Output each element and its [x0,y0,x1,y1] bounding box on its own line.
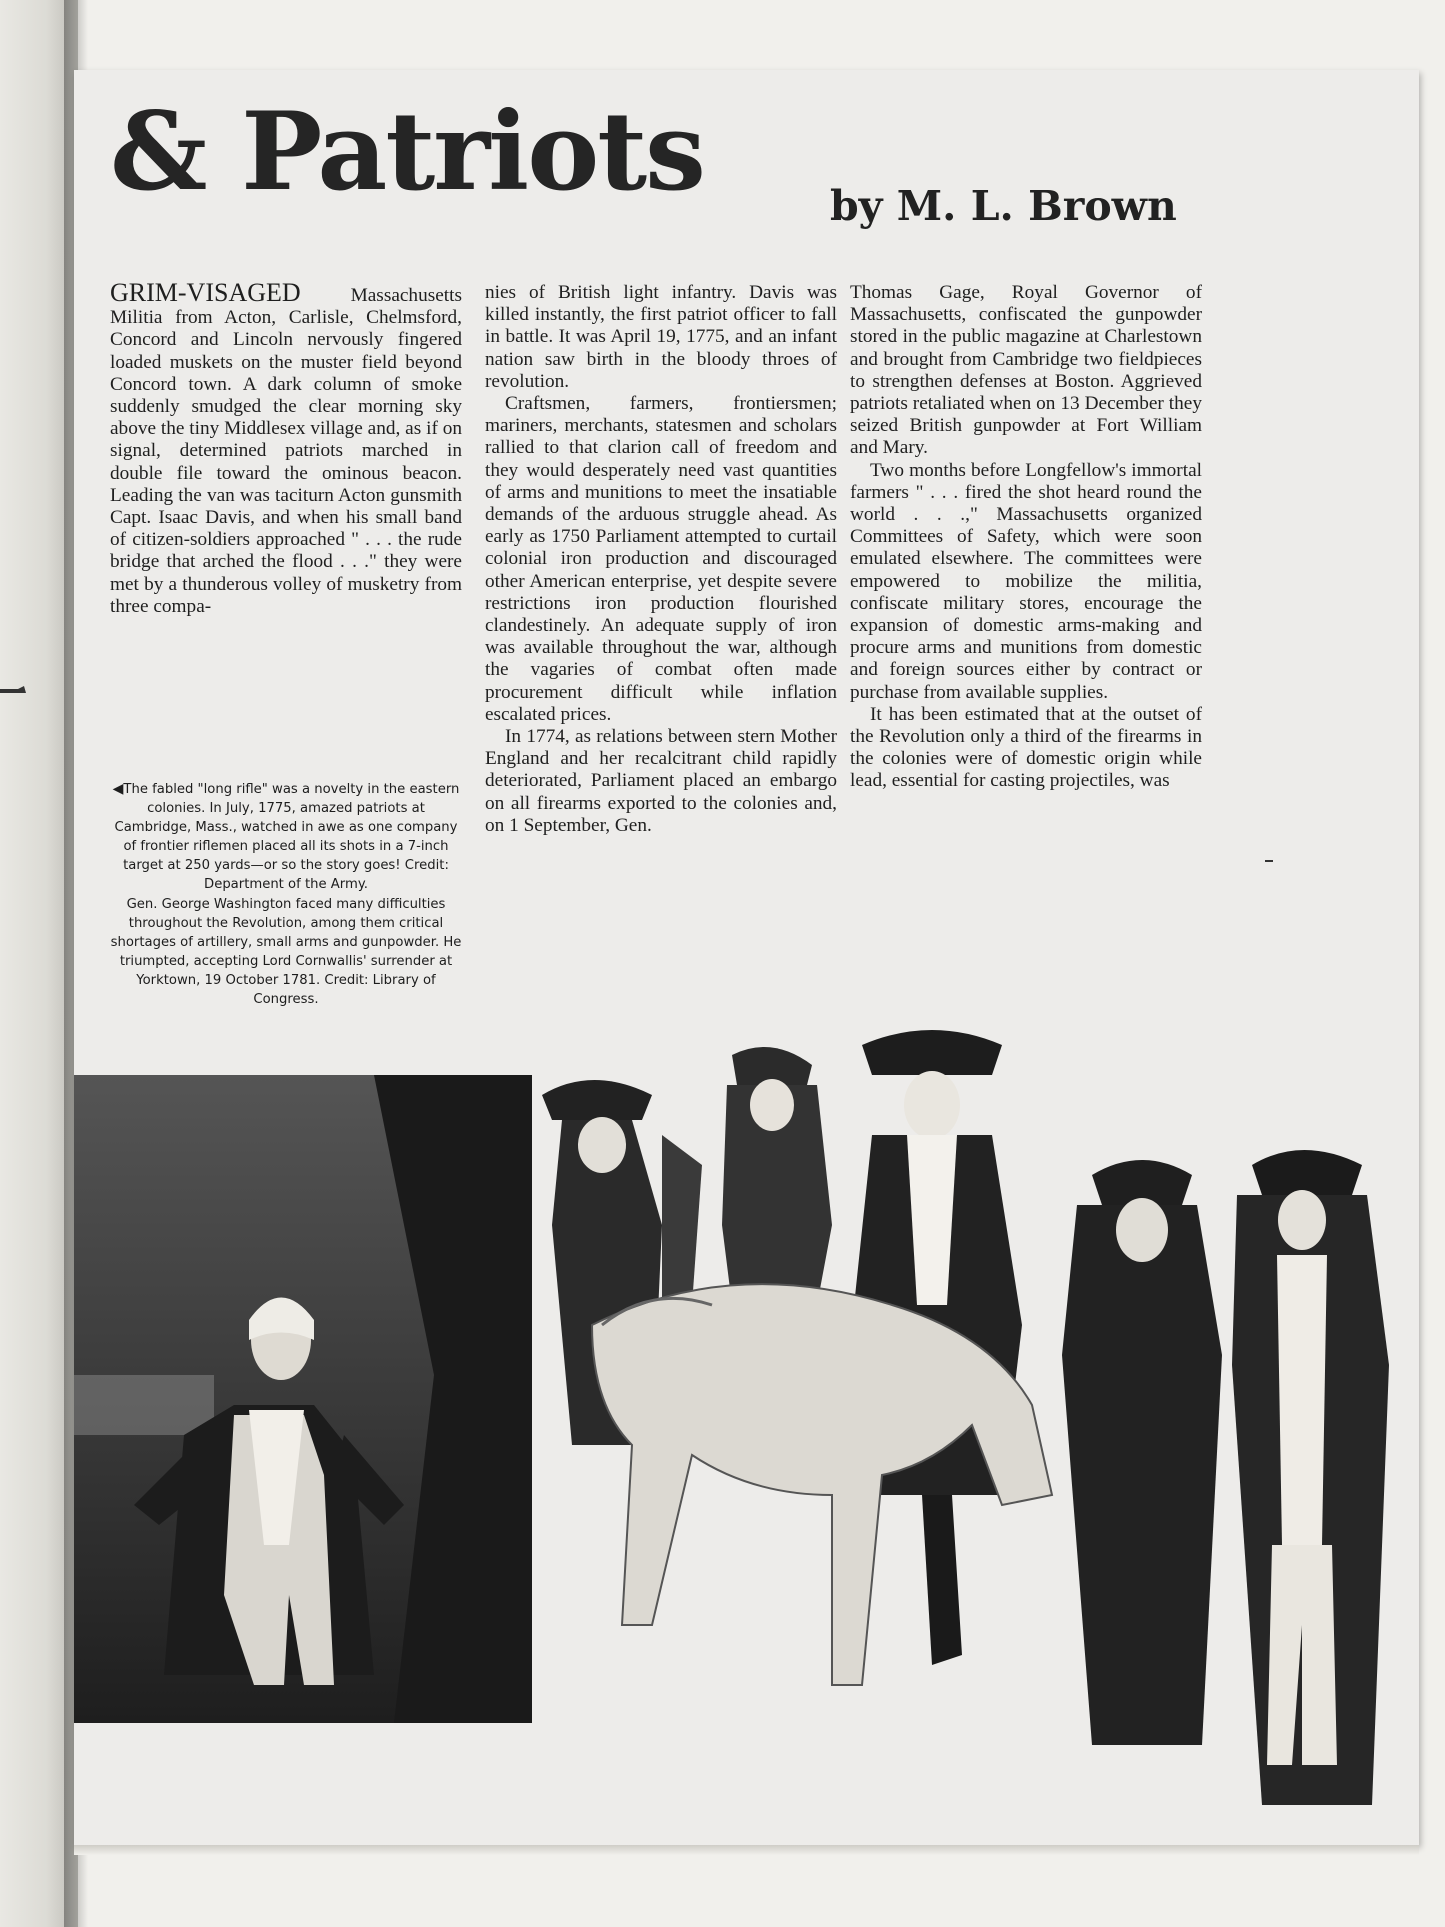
text-column-3 [850,282,1202,982]
paragraph-text: Massachusetts Militia from Acton, Carlisle, Chelmsford, Concord and Lincoln nervously fingered loaded muskets on the muster field beyond Concord town. A dark column of smoke suddenly smudged the clear morning sky above the tiny Middlesex village and, as if on signal, determined patriots marched in double file toward the ominous beacon. Leading the van was taciturn Acton gunsmith Capt. Isaac Davis, and when his small band of citizen-soldiers approached " . . . the rude bridge that arched the flood . . ." they were met by a thunderous volley of musketry from three compa- [110,285,462,617]
lead-words: GRIM-VISAGED [110,282,301,307]
caption-text: The fabled "long rifle" was a novelty in the eastern colonies. In July, 1775, amazed patriots at Cambridge, Mass., watched in awe as one company of frontier riflemen placed all its shots in a 7-inch target at 250 yards—or so the story goes! Credit: Department of the Army. [114,782,460,892]
left-pointer-icon: ◀ [112,781,124,797]
paragraph: It has been estimated that at the outset of the Revolution only a third of the firearms in the colonies were of domestic origin while lead, essential for casting projectiles, was [850,703,1202,792]
text-column-2 [485,282,837,982]
article-byline: by M. L. Brown [830,182,1177,230]
text-column-1 [110,282,462,752]
paragraph: Two months before Longfellow's immortal farmers " . . . fired the shot heard round the world . . .," Massachusetts organized Committees of Safety, which were soon emulated elsewhere. The committees were empowered to mobilize the militia, confiscate military stores, encourage the expansion of domestic arms-making and procure arms and munitions from domestic and foreign sources either by contract or purchase from available supplies. [850,459,1202,703]
paragraph: Craftsmen, farmers, frontiersmen; mariners, merchants, statesmen and scholars rallied to that clarion call of freedom and they would desperately need vast quantities of arms and munitions to meet the insatiable demands of the arduous struggle ahead. As early as 1750 Parliament attempted to curtail colonial iron production and discouraged other American enterprise, yet despite severe restrictions iron production flourished clandestinely. An adequate supply of iron was available throughout the war, although the vagaries of combat often made procurement difficult while inflation escalated prices. [485,393,837,725]
officers-horseback-illustration [532,1025,1389,1845]
page-bottom-edge [74,1845,1419,1855]
washington-portrait-photo [74,1075,532,1723]
caption-washington: Gen. George Washington faced many difficulties throughout the Revolution, among them critical shortages of artillery, small arms and gunpowder. He triumpted, accepting Lord Cornwallis' surrender at Yorktown, 19 October 1781. Credit: Library of Congress. [110,897,462,1007]
article-title: & Patriots [110,89,704,215]
paragraph: Thomas Gage, Royal Governor of Massachusetts, confiscated the gunpowder stored in the public magazine at Charlestown and brought from Cambridge two fieldpieces to strengthen defenses at Boston. Aggrieved patriots retaliated when on 13 December they seized British gunpowder at Fort William and Mary. [850,282,1202,459]
caption-long-rifle [110,780,462,894]
paragraph: In 1774, as relations between stern Mother England and her recalcitrant child rapidly deteriorated, Parliament placed an embargo on all firearms exported to the colonies and, on 1 September, Gen. [485,726,837,836]
paragraph [110,282,462,618]
paragraph: nies of British light infantry. Davis was killed instantly, the first patriot officer to fall in battle. It was April 19, 1775, and an infant nation saw birth in the bloody throes of revolution. [485,282,837,392]
margin-tick [1265,860,1273,862]
rifle-margin-icon [0,680,40,702]
